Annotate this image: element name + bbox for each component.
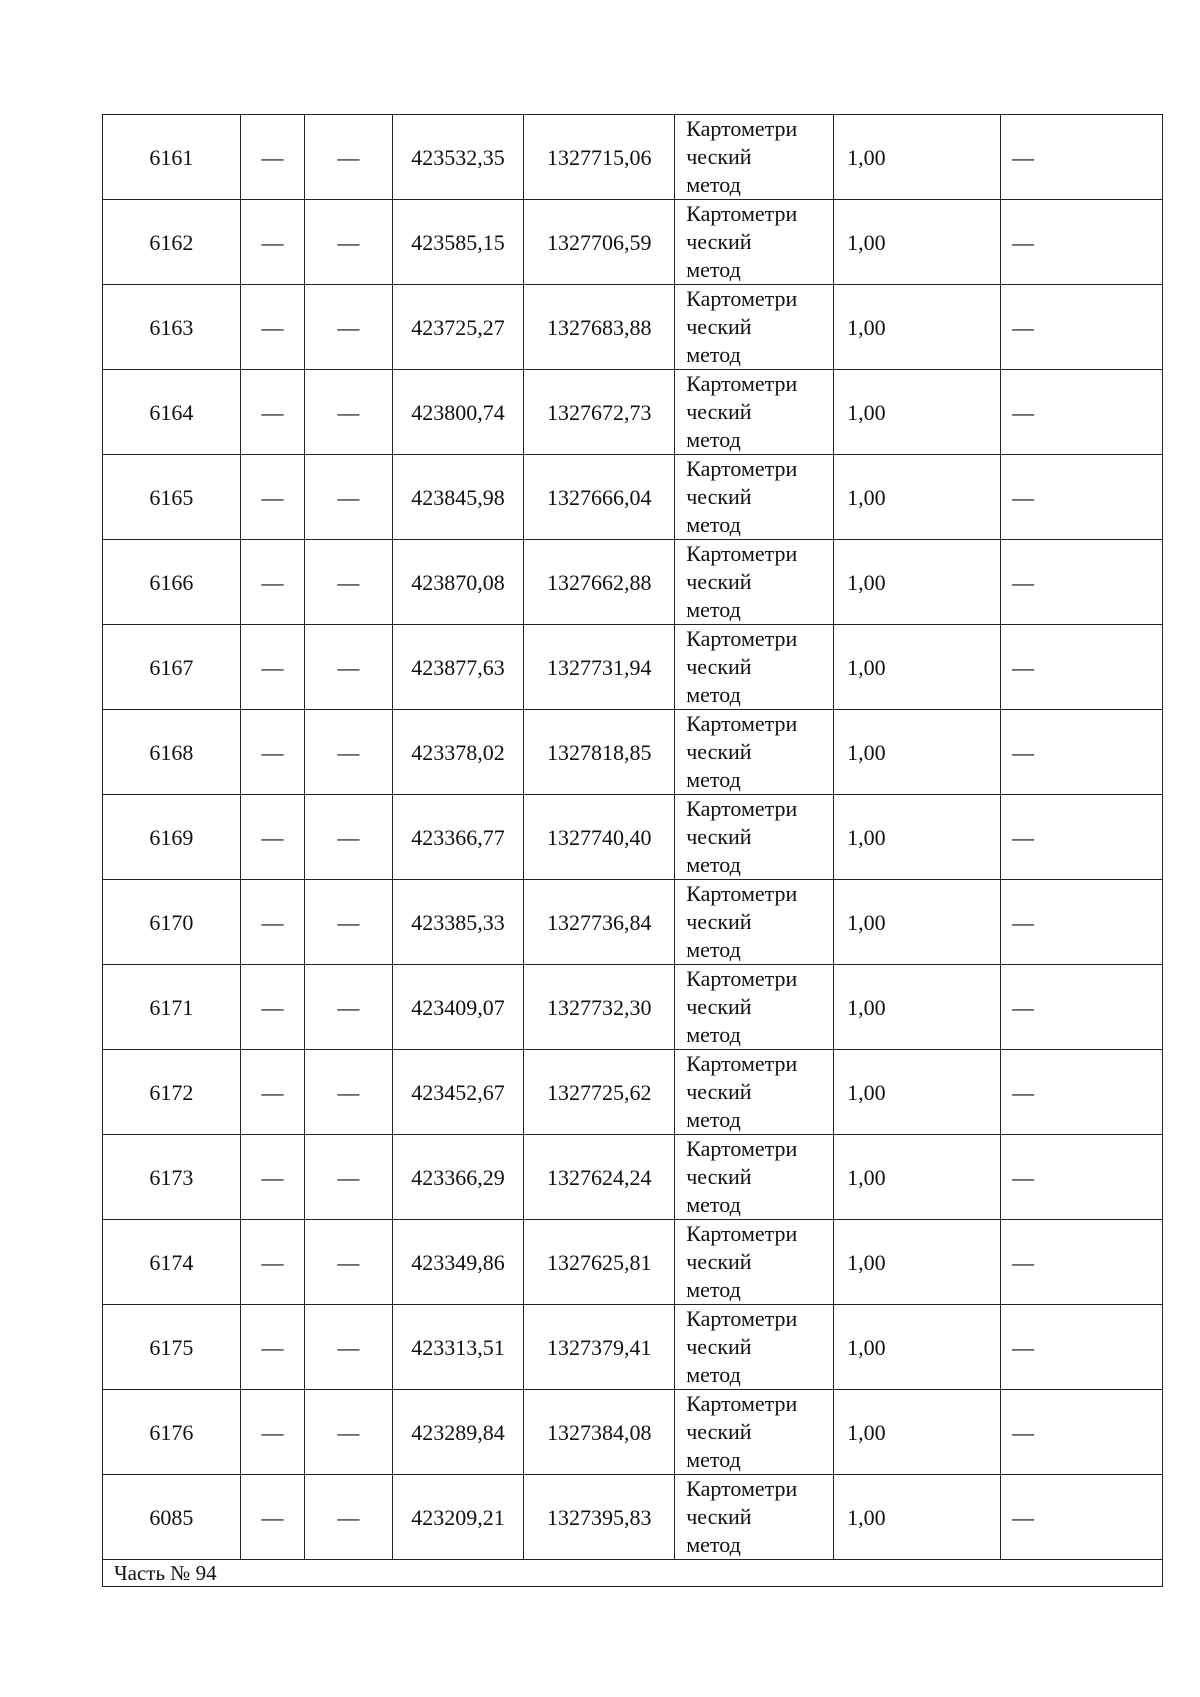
coord-x: 423845,98 <box>392 455 524 540</box>
empty-cell-1: — <box>240 285 304 370</box>
part-row <box>103 1560 1163 1587</box>
coord-y: 1327736,84 <box>524 880 675 965</box>
method-cell <box>675 1475 834 1560</box>
point-number: 6162 <box>103 200 241 285</box>
coord-x: 423349,86 <box>392 1220 524 1305</box>
method-line-3: метод <box>686 257 741 282</box>
accuracy: 1,00 <box>834 455 1001 540</box>
table-row <box>103 625 1163 710</box>
point-number: 6085 <box>103 1475 241 1560</box>
coord-y: 1327662,88 <box>524 540 675 625</box>
method-line-1: Картометри <box>686 1136 798 1161</box>
point-number: 6172 <box>103 1050 241 1135</box>
accuracy: 1,00 <box>834 370 1001 455</box>
method-line-1: Картометри <box>686 626 798 651</box>
last-cell: — <box>1001 1135 1163 1220</box>
method-cell <box>675 1390 834 1475</box>
coord-y: 1327706,59 <box>524 200 675 285</box>
last-cell: — <box>1001 1475 1163 1560</box>
coord-x: 423313,51 <box>392 1305 524 1390</box>
method-line-1: Картометри <box>686 541 798 566</box>
method-cell <box>675 1220 834 1305</box>
method-line-3: метод <box>686 1447 741 1472</box>
table-row <box>103 1135 1163 1220</box>
accuracy: 1,00 <box>834 1135 1001 1220</box>
empty-cell-1: — <box>240 1390 304 1475</box>
point-number: 6168 <box>103 710 241 795</box>
method-line-1: Картометри <box>686 286 798 311</box>
empty-cell-2: — <box>305 115 392 200</box>
method-line-3: метод <box>686 1362 741 1387</box>
accuracy: 1,00 <box>834 625 1001 710</box>
last-cell: — <box>1001 880 1163 965</box>
method-line-3: метод <box>686 1107 741 1132</box>
accuracy: 1,00 <box>834 880 1001 965</box>
empty-cell-1: — <box>240 115 304 200</box>
coord-y: 1327624,24 <box>524 1135 675 1220</box>
accuracy: 1,00 <box>834 1050 1001 1135</box>
method-line-2: ческий <box>686 1504 752 1529</box>
last-cell: — <box>1001 965 1163 1050</box>
point-number: 6174 <box>103 1220 241 1305</box>
method-line-1: Картометри <box>686 1476 798 1501</box>
empty-cell-2: — <box>305 285 392 370</box>
method-line-3: метод <box>686 342 741 367</box>
empty-cell-1: — <box>240 625 304 710</box>
empty-cell-2: — <box>305 710 392 795</box>
empty-cell-1: — <box>240 795 304 880</box>
method-line-1: Картометри <box>686 1306 798 1331</box>
accuracy: 1,00 <box>834 115 1001 200</box>
table-row <box>103 1220 1163 1305</box>
method-cell <box>675 1305 834 1390</box>
method-line-1: Картометри <box>686 1051 798 1076</box>
method-line-2: ческий <box>686 1079 752 1104</box>
point-number: 6165 <box>103 455 241 540</box>
method-cell <box>675 965 834 1050</box>
last-cell: — <box>1001 795 1163 880</box>
method-cell <box>675 795 834 880</box>
empty-cell-1: — <box>240 1220 304 1305</box>
method-line-3: метод <box>686 937 741 962</box>
method-line-2: ческий <box>686 1419 752 1444</box>
coord-x: 423289,84 <box>392 1390 524 1475</box>
coord-x: 423800,74 <box>392 370 524 455</box>
method-line-2: ческий <box>686 314 752 339</box>
last-cell: — <box>1001 285 1163 370</box>
table-row <box>103 540 1163 625</box>
table-row <box>103 115 1163 200</box>
method-cell <box>675 285 834 370</box>
coord-y: 1327732,30 <box>524 965 675 1050</box>
table-row <box>103 1390 1163 1475</box>
last-cell: — <box>1001 625 1163 710</box>
method-cell <box>675 625 834 710</box>
table-row <box>103 455 1163 540</box>
coord-y: 1327384,08 <box>524 1390 675 1475</box>
coord-x: 423532,35 <box>392 115 524 200</box>
method-line-2: ческий <box>686 484 752 509</box>
method-line-2: ческий <box>686 399 752 424</box>
method-line-3: метод <box>686 852 741 877</box>
method-cell <box>675 115 834 200</box>
method-line-2: ческий <box>686 909 752 934</box>
method-line-3: метод <box>686 1277 741 1302</box>
method-line-2: ческий <box>686 1164 752 1189</box>
coord-x: 423870,08 <box>392 540 524 625</box>
empty-cell-2: — <box>305 880 392 965</box>
table-row <box>103 370 1163 455</box>
accuracy: 1,00 <box>834 1390 1001 1475</box>
coordinates-table <box>102 114 1163 1587</box>
point-number: 6176 <box>103 1390 241 1475</box>
empty-cell-1: — <box>240 1475 304 1560</box>
method-line-1: Картометри <box>686 456 798 481</box>
point-number: 6164 <box>103 370 241 455</box>
table-row <box>103 200 1163 285</box>
table-row <box>103 710 1163 795</box>
accuracy: 1,00 <box>834 285 1001 370</box>
point-number: 6170 <box>103 880 241 965</box>
table-row <box>103 1475 1163 1560</box>
method-line-2: ческий <box>686 229 752 254</box>
last-cell: — <box>1001 1220 1163 1305</box>
empty-cell-1: — <box>240 200 304 285</box>
empty-cell-1: — <box>240 710 304 795</box>
empty-cell-2: — <box>305 795 392 880</box>
last-cell: — <box>1001 370 1163 455</box>
coord-x: 423452,67 <box>392 1050 524 1135</box>
empty-cell-2: — <box>305 1390 392 1475</box>
method-line-2: ческий <box>686 1334 752 1359</box>
table-row <box>103 965 1163 1050</box>
method-line-2: ческий <box>686 1249 752 1274</box>
table-row <box>103 285 1163 370</box>
last-cell: — <box>1001 710 1163 795</box>
coord-y: 1327715,06 <box>524 115 675 200</box>
coord-x: 423209,21 <box>392 1475 524 1560</box>
accuracy: 1,00 <box>834 710 1001 795</box>
table-row <box>103 1050 1163 1135</box>
method-line-1: Картометри <box>686 116 798 141</box>
method-line-2: ческий <box>686 144 752 169</box>
table-row <box>103 880 1163 965</box>
accuracy: 1,00 <box>834 200 1001 285</box>
empty-cell-1: — <box>240 1135 304 1220</box>
point-number: 6171 <box>103 965 241 1050</box>
empty-cell-1: — <box>240 1050 304 1135</box>
coord-y: 1327725,62 <box>524 1050 675 1135</box>
coord-x: 423877,63 <box>392 625 524 710</box>
point-number: 6167 <box>103 625 241 710</box>
coord-x: 423385,33 <box>392 880 524 965</box>
coord-x: 423378,02 <box>392 710 524 795</box>
method-cell <box>675 540 834 625</box>
accuracy: 1,00 <box>834 795 1001 880</box>
coord-y: 1327740,40 <box>524 795 675 880</box>
point-number: 6173 <box>103 1135 241 1220</box>
last-cell: — <box>1001 1050 1163 1135</box>
empty-cell-2: — <box>305 625 392 710</box>
table-row <box>103 1305 1163 1390</box>
coord-x: 423366,29 <box>392 1135 524 1220</box>
table-body <box>103 115 1163 1587</box>
method-line-3: метод <box>686 1022 741 1047</box>
empty-cell-2: — <box>305 370 392 455</box>
method-line-1: Картометри <box>686 881 798 906</box>
method-line-3: метод <box>686 767 741 792</box>
empty-cell-2: — <box>305 1475 392 1560</box>
empty-cell-2: — <box>305 1305 392 1390</box>
accuracy: 1,00 <box>834 1305 1001 1390</box>
point-number: 6161 <box>103 115 241 200</box>
method-line-2: ческий <box>686 824 752 849</box>
last-cell: — <box>1001 455 1163 540</box>
method-line-2: ческий <box>686 654 752 679</box>
method-line-2: ческий <box>686 569 752 594</box>
method-cell <box>675 1135 834 1220</box>
coord-y: 1327818,85 <box>524 710 675 795</box>
coord-x: 423409,07 <box>392 965 524 1050</box>
empty-cell-2: — <box>305 540 392 625</box>
method-line-1: Картометри <box>686 711 798 736</box>
last-cell: — <box>1001 1305 1163 1390</box>
method-line-1: Картометри <box>686 1391 798 1416</box>
empty-cell-2: — <box>305 455 392 540</box>
point-number: 6166 <box>103 540 241 625</box>
method-line-3: метод <box>686 682 741 707</box>
empty-cell-2: — <box>305 1220 392 1305</box>
accuracy: 1,00 <box>834 965 1001 1050</box>
accuracy: 1,00 <box>834 1220 1001 1305</box>
table-row <box>103 795 1163 880</box>
last-cell: — <box>1001 115 1163 200</box>
method-line-3: метод <box>686 427 741 452</box>
method-line-3: метод <box>686 597 741 622</box>
point-number: 6169 <box>103 795 241 880</box>
method-line-2: ческий <box>686 739 752 764</box>
accuracy: 1,00 <box>834 540 1001 625</box>
empty-cell-1: — <box>240 540 304 625</box>
empty-cell-2: — <box>305 1050 392 1135</box>
part-label: Часть № 94 <box>103 1560 1163 1587</box>
empty-cell-1: — <box>240 965 304 1050</box>
method-line-3: метод <box>686 512 741 537</box>
method-line-2: ческий <box>686 994 752 1019</box>
coord-y: 1327731,94 <box>524 625 675 710</box>
empty-cell-1: — <box>240 370 304 455</box>
coord-x: 423725,27 <box>392 285 524 370</box>
empty-cell-2: — <box>305 1135 392 1220</box>
method-line-1: Картометри <box>686 371 798 396</box>
coord-x: 423585,15 <box>392 200 524 285</box>
method-line-1: Картометри <box>686 201 798 226</box>
empty-cell-1: — <box>240 1305 304 1390</box>
empty-cell-2: — <box>305 965 392 1050</box>
empty-cell-1: — <box>240 880 304 965</box>
point-number: 6163 <box>103 285 241 370</box>
accuracy: 1,00 <box>834 1475 1001 1560</box>
coord-y: 1327666,04 <box>524 455 675 540</box>
coord-y: 1327395,83 <box>524 1475 675 1560</box>
last-cell: — <box>1001 540 1163 625</box>
method-cell <box>675 200 834 285</box>
method-cell <box>675 370 834 455</box>
method-line-1: Картометри <box>686 966 798 991</box>
method-line-3: метод <box>686 1192 741 1217</box>
method-cell <box>675 455 834 540</box>
last-cell: — <box>1001 1390 1163 1475</box>
coord-y: 1327683,88 <box>524 285 675 370</box>
coord-y: 1327672,73 <box>524 370 675 455</box>
empty-cell-2: — <box>305 200 392 285</box>
coord-x: 423366,77 <box>392 795 524 880</box>
last-cell: — <box>1001 200 1163 285</box>
method-line-3: метод <box>686 1532 741 1557</box>
method-cell <box>675 1050 834 1135</box>
coord-y: 1327379,41 <box>524 1305 675 1390</box>
method-cell <box>675 710 834 795</box>
empty-cell-1: — <box>240 455 304 540</box>
method-line-3: метод <box>686 172 741 197</box>
coord-y: 1327625,81 <box>524 1220 675 1305</box>
method-line-1: Картометри <box>686 1221 798 1246</box>
point-number: 6175 <box>103 1305 241 1390</box>
method-line-1: Картометри <box>686 796 798 821</box>
method-cell <box>675 880 834 965</box>
